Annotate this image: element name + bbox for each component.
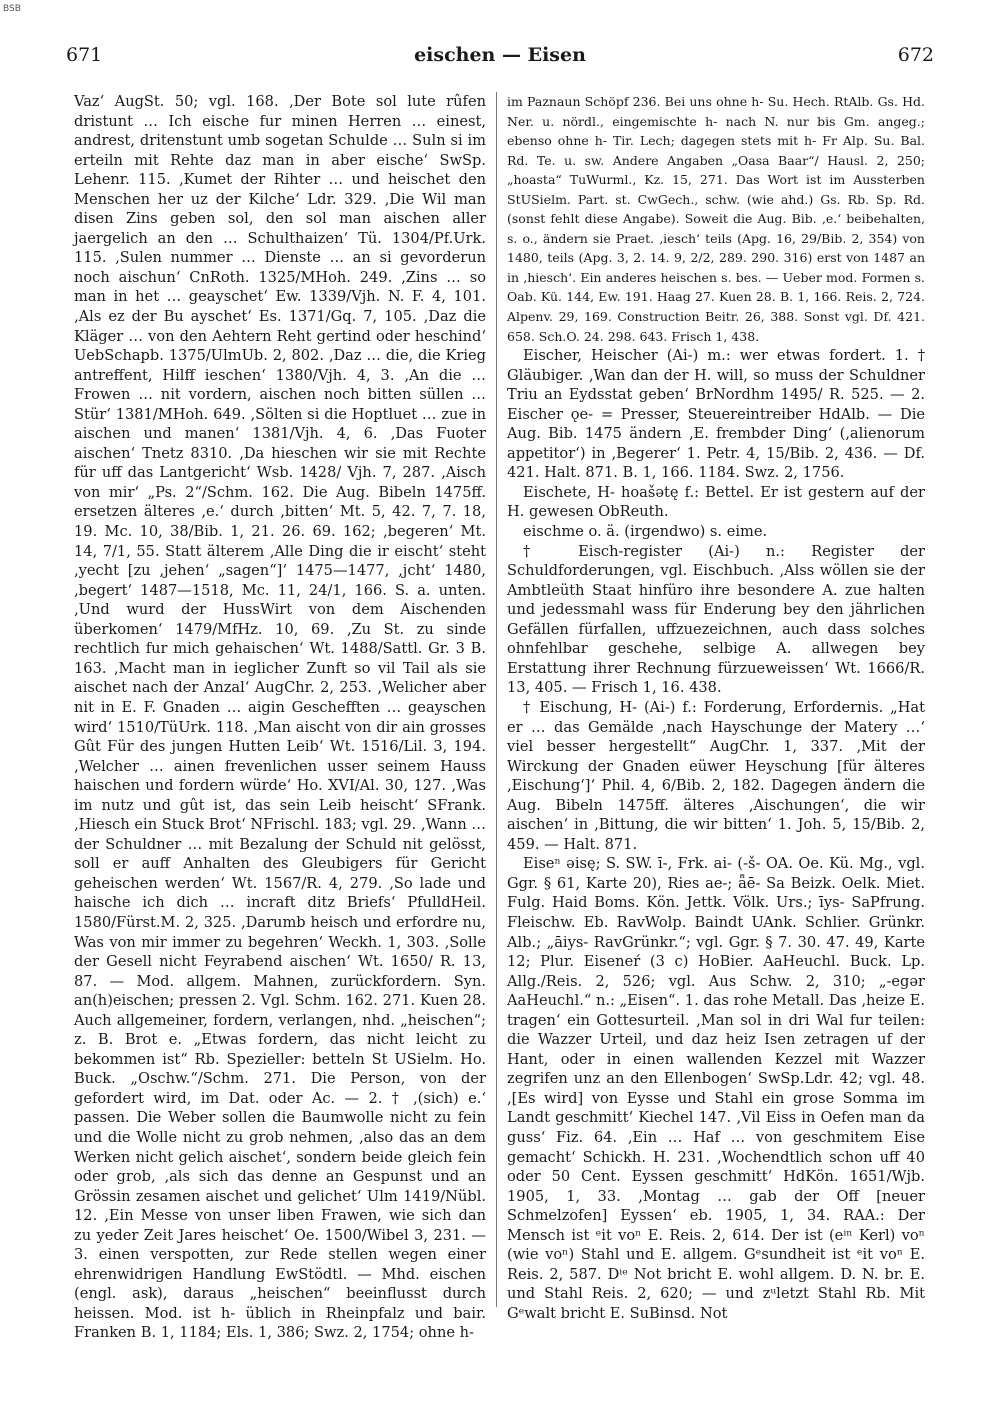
entry-eischung: † Eischung, H- (Ai-) f.: Forderung, Erfordernis. „Hat er … das Gemälde ‚nach Hayschunge der Matery …‘ viel besser hergestellt“ AugChr. 1, 337. ‚Mit der Wirckung der Gnaden eüwer Heyschung [für älteres ‚Eischung‘]‘ Phil. 4, 6/Bib. 2, 182. Dagegen ändern die Aug. Bibeln 1475ff. älteres ‚Aischungen‘, die wir aischen‘ in ‚Bittung, die wir bitten‘ 1. Joh. 5, 15/Bib. 2, 459. — Halt. 871. xyxy=(507,698,925,853)
right-column xyxy=(507,92,925,1323)
running-headword: eischen — Eisen xyxy=(414,44,586,66)
library-stamp: BSB xyxy=(3,4,21,14)
entry-eischete: Eischete, H- hoašətę f.: Bettel. Er ist gestern auf der H. gewesen ObReuth. xyxy=(507,483,925,521)
column-divider xyxy=(496,92,497,1307)
entry-eischme: eischme o. ä. (irgendwo) s. eime. xyxy=(523,523,768,541)
entry-eisch-register: † Eisch-register (Ai-) n.: Register der Schuldforderungen, vgl. Eischbuch. ‚Alss wöllen sie der Ambtleüth Staat hinfüro ihre besondere A. zue halten und jedessmahl wass für Enderung bey den jährlichen Gefällen fürfallen, uffzuezeichnen, auch dass solches ohnfehlbar geschehe, selbige A. allwegen bey Erstattung ihrer Rechnung fürzueweissen‘ Wt. 1666/R. 13, 405. — Frisch 1, 16. 438. xyxy=(507,542,925,697)
left-column xyxy=(74,92,486,1343)
entry-paragraph: im Paznaun Schöpf 236. Bei uns ohne h- Su. Hech. RtAlb. Gs. Hd. Ner. u. nördl., eingemischte h- nach N. nur bis Gm. angeg.; ebenso ohne h- Tir. Lech; dagegen stets mit h- Fr Alp. Su. Bal. Rd. Te. u. sw. Andere Angaben „Oasa Baar“/ Hausl. 2, 250; „hoasta“ TuWurml., Kz. 15, 271. Das Wort ist im Aussterben StUSielm. Part. st. CwGech., schw. (wie ahd.) Gs. Rb. Sp. Rd. (sonst fehlt diese Angabe). Soweit die Aug. Bib. ‚e.‘ beibehalten, s. o., ändern sie Praet. ‚iesch‘ teils (Apg. 16, 29/Bib. 2, 354) von 1480, teils (Apg. 3, 2. 14. 9, 2/2, 289. 290. 316) erst von 1487 an in ‚hiesch‘. Ein anderes heischen s. bes. — Ueber mod. Formen s. Oab. Kü. 144, Ew. 191. Haag 27. Kuen 28. B. 1, 166. Reis. 2, 724. Alpenv. 29, 169. Construction Beitr. 26, 388. Sonst vgl. Df. 421. 658. Sch.O. 24. 298. 643. Frisch 1, 438. xyxy=(507,94,925,344)
entry-paragraph: Vaz‘ AugSt. 50; vgl. 168. ‚Der Bote sol lute rûfen dristunt … Ich eische fur minen Herren … einest, andrest, dritenstunt umb sogetan Schulde … Suln si im erteiln mit Rehte daz man in aber eische‘ SwSp. Lehenr. 115. ‚Kumet der Rihter … und heischet den Menschen her uz der Kilche‘ Ldr. 329. ‚Die Wil man disen Zins geben sol, den sol man aischen aller jaergelich an den … Schulthaizen‘ Tü. 1304/Pf.Urk. 115. ‚Sulen nummer … Dienste … an si gevorderun noch aischun‘ CnRoth. 1325/MHoh. 249. ‚Zins … so man in het … geayschet‘ Ew. 1339/Vjh. N. F. 4, 101. ‚Als ez der Bu ayschet‘ Es. 1371/Gq. 7, 105. ‚Daz die Kläger … von den Aehtern Reht gertind oder heschind‘ UebSchapb. 1375/UlmUb. 2, 802. ‚Daz … die, die Krieg antreffent, Hilff ieschen‘ 1380/Vjh. 4, 3. ‚An die … Frowen … nit vordern, aischen noch bitten süllen … Stür‘ 1381/MHoh. 649. ‚Sölten si die Hoptluet … zue in aischen und manen‘ 1381/Vjh. 4, 6. ‚Das Fuoter aischen‘ Tnetz 8310. ‚Da hieschen wir sie mit Rechte für uff das Lantgericht‘ Wsb. 1428/ Vjh. 7, 287. ‚Aisch von mir‘ „Ps. 2“/Schm. 162. Die Aug. Bibeln 1475ff. ersetzen älteres ‚e.‘ durch ‚bitten‘ Mt. 5, 42. 7, 7. 18, 19. Mc. 10, 38/Bib. 1, 21. 26. 69. 162; ‚begeren‘ Mt. 14, 7/1, 55. Statt älterem ‚Alle Ding die ir eischt‘ steht ‚yecht [zu ‚jehen‘ „sagen“]‘ 1475—1477, ‚jcht‘ 1480, ‚begert‘ 1487—1518, Mc. 11, 24/1, 166. S. a. unten. ‚Und wurd der HussWirt von dem Aischenden überkomen‘ 1479/MfHz. 10, 69. ‚Zu St. zu sinde rechtlich fur mich gehaischen‘ Wt. 1488/Sattl. Gr. 3 B. 163. ‚Macht man in ieglicher Zunft so vil Tail als sie aischet nach der Anzal‘ AugChr. 2, 253. ‚Welicher aber nit in E. F. Gnaden … aigin Geschefften … geayschen wird‘ 1510/TüUrk. 118. ‚Man aischt von dir ain grosses Gût Für des jungen Hutten Leib‘ Wt. 1516/Lil. 3, 194. ‚Welcher … ainen frevenlichen usser seinem Hauss haischen und fordern würde‘ Ho. XVI/Al. 30, 127. ‚Was im nutz und gût ist, das sein Leib heischt‘ SFrank. ‚Hiesch ein Stuck Brot‘ NFrischl. 183; vgl. 29. ‚Wann … der Schuldner … mit Bezalung der Schuld nit gelösst, soll er auff Anhalten des Gleubigers für Gericht geheischen werden‘ Wt. 1567/R. 4, 279. ‚So lade und haische ich dich … incraft ditz Briefs‘ PfulldHeil. 1580/Fürst.M. 2, 325. ‚Darumb heisch und erfordre nu, Was von mir immer zu begehren‘ Weckh. 1, 303. ‚Solle der Gesell nicht Feyrabend aischen‘ Wt. 1650/ R. 13, 87. — Mod. allgem. Mahnen, zurückfordern. Syn. an(h)eischen; pressen 2. Vgl. Schm. 162. 271. Kuen 28. Auch allgemeiner, fordern, verlangen, nhd. „heischen“; z. B. Brot e. „Etwas fordern, das nicht leicht zu bekommen ist“ Rb. Spezieller: betteln St USielm. Ho. Buck. „Oschw.“/Schm. 271. Die Person, von der gefordert wird, im Dat. oder Ac. — 2. † ‚(sich) e.‘ passen. Die Weber sollen die Baumwolle nicht zu fein und die Wolle nicht zu grob nehmen, ‚also das an dem Werken nicht gelich aischet‘, sondern beide gleich fein oder grob, ‚als sich das denne an Gespunst und an Grössin zesamen aischet und gelichet‘ Ulm 1419/Nübl. 12. ‚Ein Messe von unser liben Frawen, wie sich dan zu yeder Zeit Jares heischet‘ Oe. 1500/Wibel 3, 231. — 3. einen verspotten, zur Rede stellen wegen einer ehrenwidrigen Handlung EwStödtl. — Mhd. eischen (engl. ask), daraus „heischen“ beeinflusst durch heissen. Mod. ist h- üblich in Rheinpfalz und bair. Franken B. 1, 1184; Els. 1, 386; Swz. 2, 1754; ohne h- xyxy=(74,93,486,1342)
page-number-left: 671 xyxy=(66,44,103,66)
entry-eischer: Eischer, Heischer (Ai-) m.: wer etwas fordert. 1. † Gläubiger. ‚Wan dan der H. will, so muss der Schuldner Triu an Eydsstat geben‘ BrNordhm 1495/ R. 525. — 2. Eischer ǫe- = Presser, Steuereintreiber HdAlb. — Die Aug. Bib. 1475 ändern ‚E. frembder Ding‘ (‚alienorum appetitor‘) in ‚Begerer‘ 1. Petr. 4, 15/Bib. 2, 436. — Df. 421. Halt. 871. B. 1, 166. 1184. Swz. 2, 1756. xyxy=(507,347,925,482)
entry-eisen: Eiseⁿ əisę; S. SW. ī-, Frk. ai- (-š- OA. Oe. Kü. Mg., vgl. Ggr. § 61, Karte 20), Ries ae-; ǟē- Sa Beizk. Oelk. Miet. Fulg. Haid Boms. Kön. Jettk. Völk. Urs.; īys- SaPfrung. Fleischw. Eb. RavWolp. Baindt UAnk. Schlier. Grünkr. Alb.; „āiys- RavGrünkr.“; vgl. Ggr. § 7. 30. 47. 49, Karte 12; Plur. Eiseneŕ (3 c) HoBier. AaHeuchl. Buck. Lp. Allg./Reis. 2, 526; vgl. Aus Schw. 2, 310; „-egər AaHeuchl.“ n.: „Eisen“. 1. das rohe Metall. Das ‚heize E. tragen‘ ein Gottesurteil. ‚Man sol in dri Wal fur teilen: die Wazzer Urteil, und daz heiz Isen zetragen uf der Hant, oder in einen wallenden Kezzel mit Wazzer zegrifen unz an den Ellenbogen‘ SwSp.Ldr. 42; vgl. 48. ‚[Es wird] von Eysse und Stahl ein grose Somma im Landt geschmitt‘ Kiechel 147. ‚Vil Eiss in Oefen man da guss‘ Fiz. 64. ‚Ein … Haf … von geschmitem Eise gemacht‘ Schickh. H. 231. ‚Wochendtlich schon uff 40 oder 50 Cent. Eyssen geschmitt‘ HdKön. 1651/Wjb. 1905, 1, 33. ‚Montag … gab der Off [neuer Schmelzofen] Eyssen‘ eb. 1905, 1, 34. RAA.: Der Mensch ist ᵉit voⁿ E. Reis. 2, 614. Der ist (eⁱⁿ Kerl) voⁿ (wie voⁿ) Stahl und E. allgem. Gᵉsundheit ist ᵉit voⁿ E. Reis. 2, 587. Dⁱᵉ Not bricht E. wohl allgem. D. N. br. E. und Stahl Reis. 2, 620; — und zᵘletzt Stahl Rb. Mit Gᵉwalt bricht E. SuBinsd. Not xyxy=(507,855,925,1322)
page-header xyxy=(66,44,934,74)
page-number-right: 672 xyxy=(897,44,934,66)
